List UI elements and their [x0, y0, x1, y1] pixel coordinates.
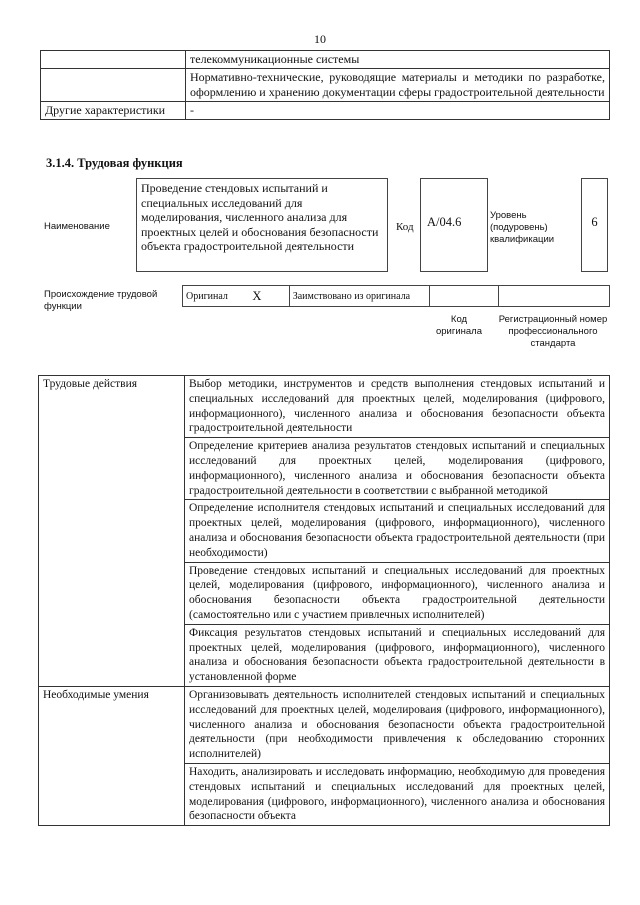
- original-cell: Оригинал: [183, 286, 250, 307]
- borrowed-cell: Заимствовано из оригинала: [289, 286, 429, 307]
- name-label: Наименование: [44, 221, 110, 232]
- list-item: Организовывать деятельность исполнителей стендовых испытаний и специальных исследований для проектных целей, моделироваия (цифрового, информационного), численного анализа и обоснования безопасности объекта градостроительной деятельности (при необходимости привлечения к обследованию сторонних исполнителей): [185, 686, 610, 763]
- list-item: Выбор методики, инструментов и средств выполнения стендовых испытаний и специальных исследований для проектных целей, моделирования (цифрового, информационного), численного анализа и обоснования безопасности объекта градостроительной деятельности: [185, 376, 610, 438]
- reg-number-cell: [499, 286, 610, 307]
- page-number: 10: [314, 32, 326, 46]
- list-item: Находить, анализировать и исследовать информацию, необходимую для проведения стендовых испытаний и специальных исследований для проектных целей, моделирования (цифрового, информационного), численного анализа и обоснования безопасности объекта: [185, 763, 610, 825]
- table-row: [183, 286, 610, 307]
- section-heading: 3.1.4. Трудовая функция: [46, 156, 183, 170]
- qualification-level: 6: [581, 178, 608, 272]
- function-name: Проведение стендовых испытаний и специальных исследований для моделирования, численного анализа для проектных целей и обоснования безопасности объекта градостроительной деятельности: [136, 178, 388, 272]
- row-label: Другие характеристики: [41, 102, 186, 120]
- reg-number-caption: Регистрационный номер профессионального стандарта: [498, 314, 608, 349]
- list-item: Проведение стендовых испытаний и специальных исследований для проектных целей, моделирования (цифрового, информационного), численного анализа и обоснования безопасности объекта градостроительной деятельности (самостоятельно или с участием привлечных исполнителей): [185, 562, 610, 624]
- origin-table: [182, 285, 610, 307]
- section-label: Трудовые действия: [39, 376, 185, 687]
- row-value: -: [186, 102, 610, 120]
- row-label: [41, 51, 186, 69]
- section-label: Необходимые умения: [39, 686, 185, 825]
- level-label: Уровень (подуровень) квалификации: [490, 210, 555, 245]
- row-value: телекоммуникационные системы: [186, 51, 610, 69]
- table-row: [41, 51, 610, 69]
- table-row: [41, 102, 610, 120]
- characteristics-table: [40, 50, 610, 120]
- table-row: [41, 69, 610, 102]
- code-original-caption: Код оригинала: [435, 314, 482, 337]
- list-item: Фиксация результатов стендовых испытаний и специальных исследований для проектных целей, моделирования (цифрового, информационного), численного анализа и обоснования безопасности объекта градостроительной деятельности в установленной форме: [185, 624, 610, 686]
- list-item: Определение исполнителя стендовых испытаний и специальных исследований для проектных целей, моделирования (цифрового, информационного), численного анализа и обоснования безопасности объекта градостроительной деятельности (при необходимости): [185, 500, 610, 562]
- table-row: [39, 376, 610, 438]
- list-item: Определение критериев анализа результатов стендовых испытаний и специальных исследований для проектных целей, моделирования (цифрового, информационного), численного анализа и обоснования безопасности объекта градостроительной деятельности в соответствии с выбранной методикой: [185, 438, 610, 500]
- function-code: А/04.6: [420, 178, 488, 272]
- origin-label: Происхождение трудовой функции: [44, 289, 158, 312]
- code-original-cell: [429, 286, 498, 307]
- row-value: Нормативно-технические, руководящие материалы и методики по разработке, оформлению и хранению документации сферы градостроительной деятельности: [186, 69, 610, 102]
- actions-table: [38, 375, 610, 826]
- original-mark: X: [249, 286, 289, 307]
- row-label: [41, 69, 186, 102]
- table-row: [39, 686, 610, 763]
- code-label: Код: [396, 221, 414, 233]
